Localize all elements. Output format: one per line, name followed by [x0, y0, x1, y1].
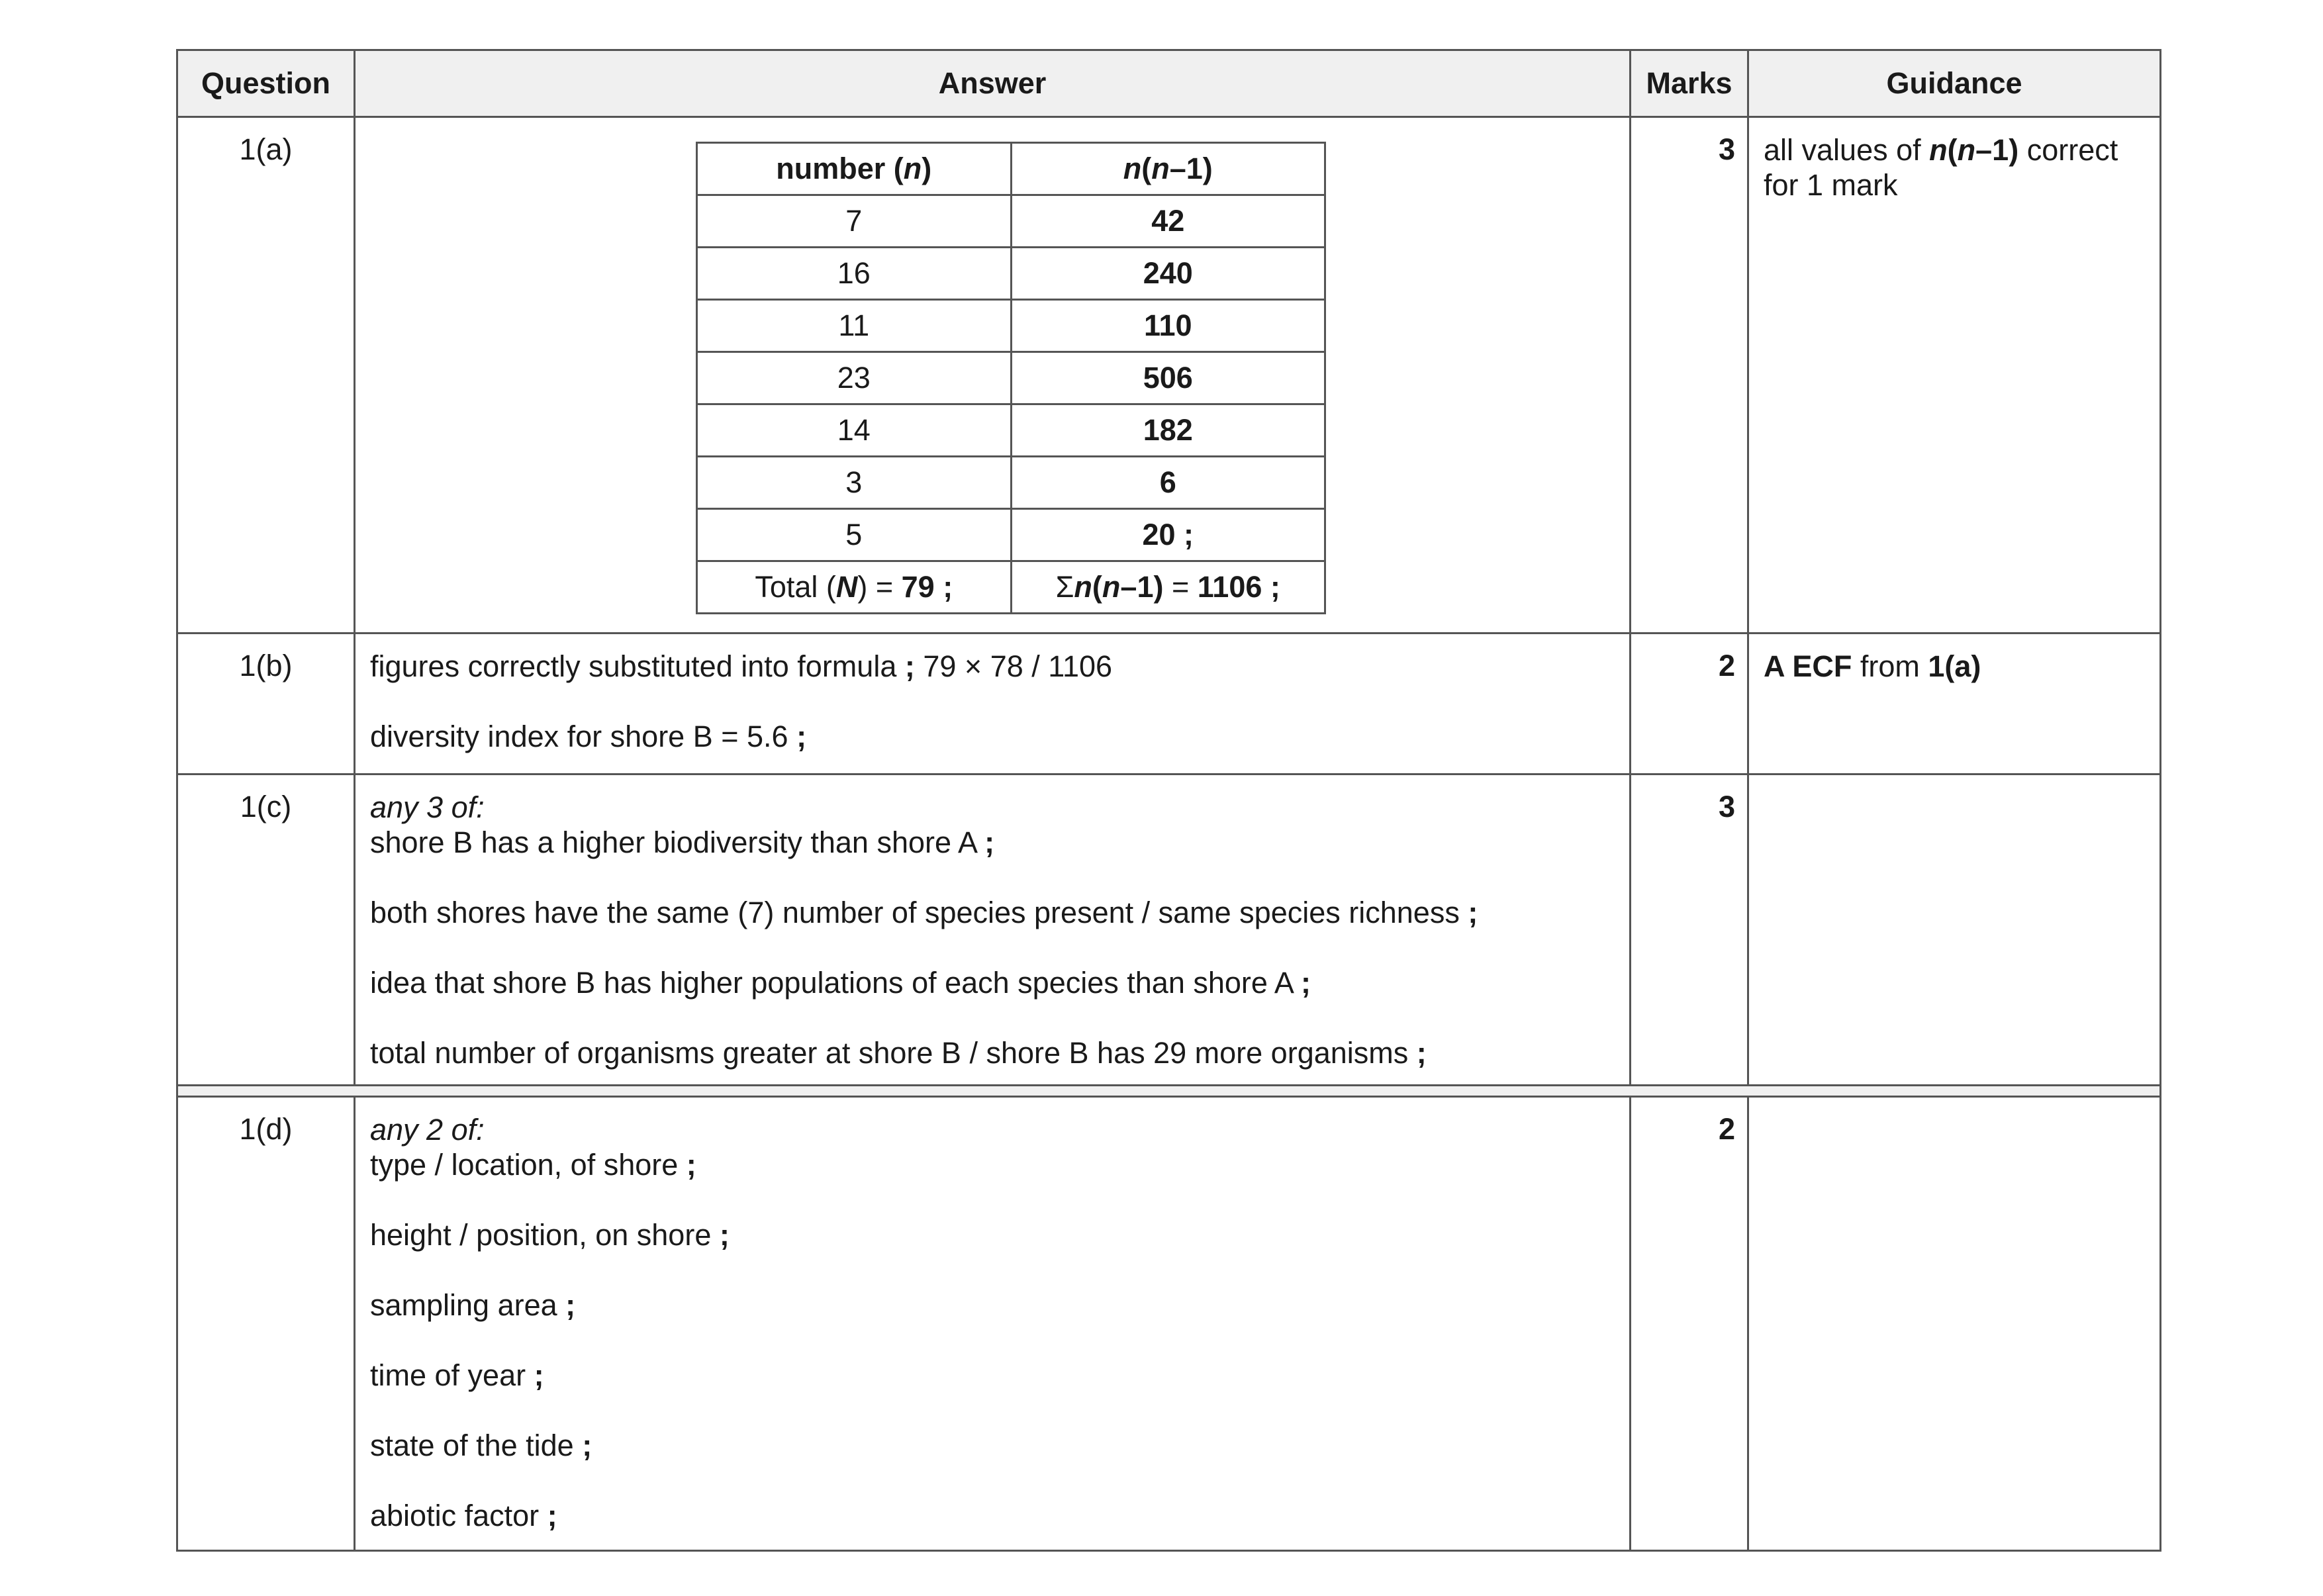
header-marks: Marks	[1631, 50, 1748, 117]
answer-line: sampling area ;	[370, 1288, 576, 1322]
nn1-n: 14	[697, 404, 1012, 457]
answer-line: type / location, of shore ;	[370, 1148, 696, 1182]
guidance-text	[1748, 775, 2161, 1086]
answer-line: total number of organisms greater at shore B / shore B has 29 more organisms ;	[370, 1036, 1427, 1070]
question-number: 1(c)	[177, 775, 355, 1086]
nn1-row	[697, 352, 1325, 404]
nn1-value: 6	[1011, 457, 1325, 509]
answer-line: height / position, on shore ;	[370, 1218, 730, 1252]
answer-cell	[355, 1097, 1631, 1551]
marks-value: 3	[1631, 117, 1748, 634]
question-number: 1(d)	[177, 1097, 355, 1551]
answer-line: both shores have the same (7) number of species present / same species richness ;	[370, 896, 1478, 929]
question-number: 1(b)	[177, 634, 355, 775]
row-1a	[177, 117, 2161, 634]
marks-value: 3	[1631, 775, 1748, 1086]
nn1-header-value: n(n–1)	[1011, 143, 1325, 195]
nn1-row	[697, 457, 1325, 509]
nn1-header-n: number (n)	[697, 143, 1012, 195]
nn1-table	[696, 142, 1326, 614]
answer-line: abiotic factor ;	[370, 1499, 557, 1532]
nn1-total-sum: Σn(n–1) = 1106 ;	[1011, 561, 1325, 614]
answer-line: figures correctly substituted into formula ; 79 × 78 / 1106	[370, 649, 1113, 683]
guidance-text: all values of n(n–1) correct for 1 mark	[1748, 117, 2161, 634]
nn1-value: 240	[1011, 248, 1325, 300]
nn1-n: 11	[697, 300, 1012, 352]
nn1-value: 110	[1011, 300, 1325, 352]
answer-intro: any 3 of:	[370, 790, 485, 824]
answer-line: idea that shore B has higher populations of each species than shore A ;	[370, 966, 1311, 1000]
nn1-value: 42	[1011, 195, 1325, 248]
answer-line: time of year ;	[370, 1358, 544, 1392]
row-1c	[177, 775, 2161, 1086]
nn1-value: 182	[1011, 404, 1325, 457]
header-answer: Answer	[355, 50, 1631, 117]
nn1-n: 5	[697, 509, 1012, 561]
nn1-n: 16	[697, 248, 1012, 300]
mark-scheme-table	[176, 49, 2161, 1552]
header-question: Question	[177, 50, 355, 117]
answer-line: state of the tide ;	[370, 1429, 593, 1462]
page-break-spacer	[177, 1086, 2161, 1097]
answer-cell	[355, 634, 1631, 775]
nn1-value: 506	[1011, 352, 1325, 404]
row-1d	[177, 1097, 2161, 1551]
question-number: 1(a)	[177, 117, 355, 634]
nn1-row	[697, 300, 1325, 352]
marks-value: 2	[1631, 1097, 1748, 1551]
header-guidance: Guidance	[1748, 50, 2161, 117]
answer-intro: any 2 of:	[370, 1113, 485, 1147]
answer-line: diversity index for shore B = 5.6 ;	[370, 720, 807, 753]
nn1-row	[697, 404, 1325, 457]
nn1-total-n: Total (N) = 79 ;	[697, 561, 1012, 614]
nn1-total-row	[697, 561, 1325, 614]
nn1-n: 3	[697, 457, 1012, 509]
header-row	[177, 50, 2161, 117]
guidance-text: A ECF from 1(a)	[1748, 634, 2161, 775]
answer-cell	[355, 775, 1631, 1086]
nn1-row	[697, 195, 1325, 248]
nn1-row	[697, 248, 1325, 300]
nn1-value: 20 ;	[1011, 509, 1325, 561]
guidance-text	[1748, 1097, 2161, 1551]
nn1-header-row	[697, 143, 1325, 195]
row-1b	[177, 634, 2161, 775]
answer-cell	[355, 117, 1631, 634]
marks-value: 2	[1631, 634, 1748, 775]
nn1-n: 23	[697, 352, 1012, 404]
nn1-n: 7	[697, 195, 1012, 248]
nn1-row	[697, 509, 1325, 561]
answer-line: shore B has a higher biodiversity than shore A ;	[370, 825, 995, 859]
